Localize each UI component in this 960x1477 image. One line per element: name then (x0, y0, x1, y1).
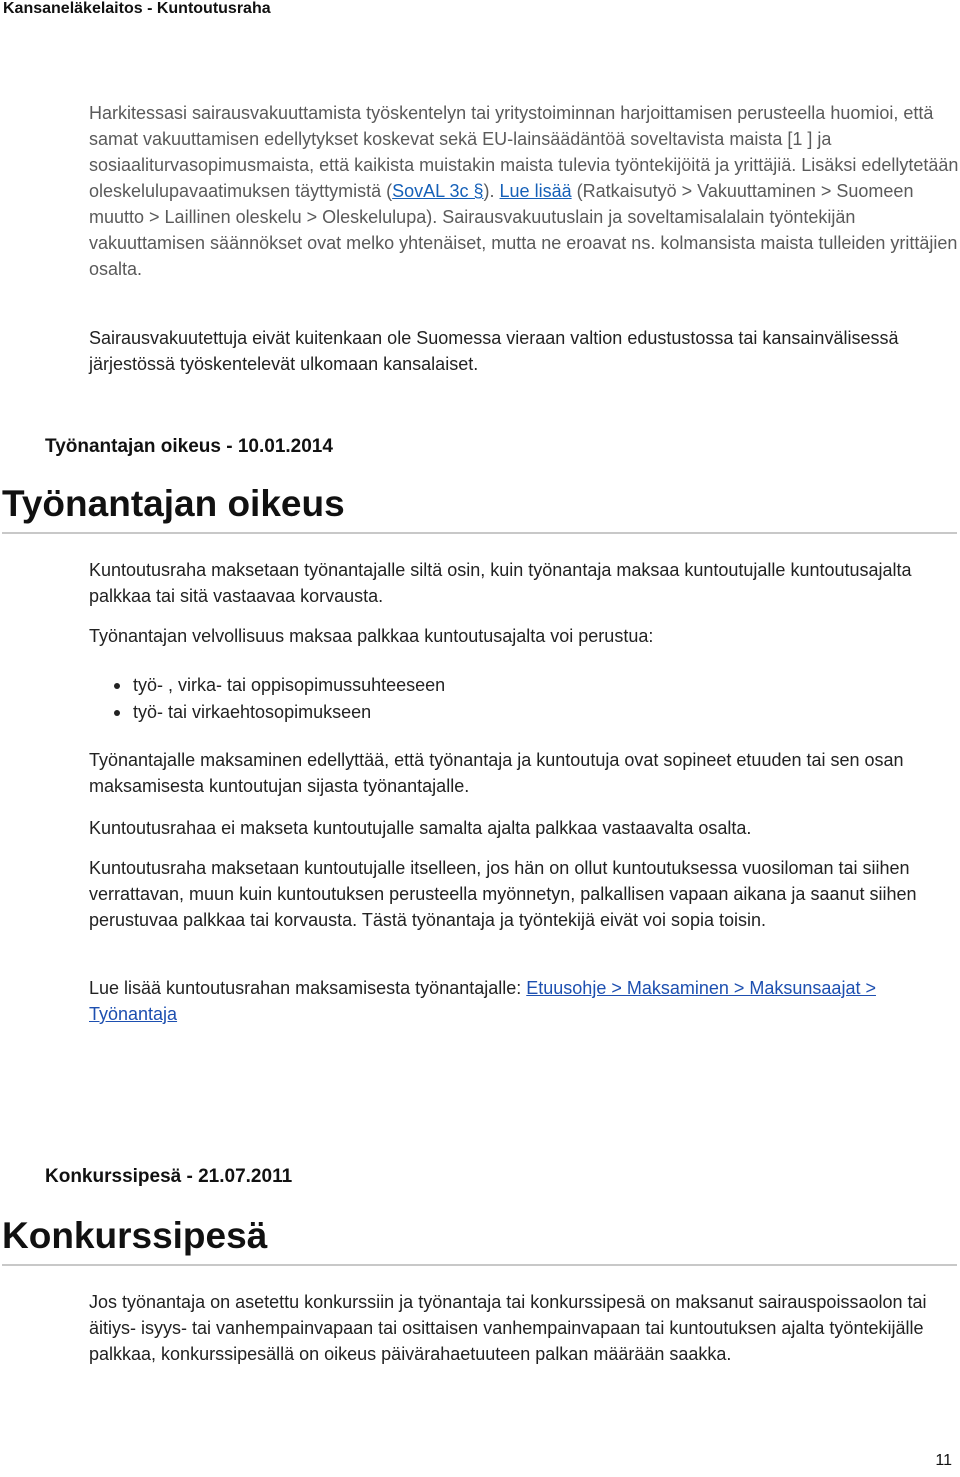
section-heading: Työnantajan oikeus (2, 482, 957, 534)
paragraph-insurance-conditions (89, 100, 959, 282)
section-date-heading: Konkurssipesä - 21.07.2011 (45, 1166, 293, 1187)
paragraph-embassy-exception: Sairausvakuutettuja eivät kuitenkaan ole Suomessa vieraan valtion edustustossa tai kansainvälisessä järjestössä työskentelevät ulkomaan kansalaiset. (89, 328, 899, 374)
paragraph: Kuntoutusrahaa ei makseta kuntoutujalle samalta ajalta palkkaa vastaavalta osalta. (89, 818, 752, 838)
list-item: työ- tai virkaehtosopimukseen (89, 699, 445, 726)
paragraph: Kuntoutusraha maksetaan kuntoutujalle itselleen, jos hän on ollut kuntoutuksessa vuosiloman tai siihen verrattavan, muun kuin kuntoutuksen perusteella myönnetyn, palkallisen vapaan aikana ja saanut siihen perustuvaa palkkaa tai korvausta. Tästä työnantaja ja työntekijä eivät voi sopia toisin. (89, 858, 917, 930)
paragraph: Kuntoutusraha maksetaan työnantajalle siltä osin, kuin työnantaja maksaa kuntoutujalle kuntoutusajalta palkkaa tai sitä vastaavaa korvausta. (89, 560, 912, 606)
section-date-heading: Työnantajan oikeus - 10.01.2014 (45, 436, 333, 457)
paragraph: Työnantajan velvollisuus maksaa palkkaa kuntoutusajalta voi perustua: (89, 626, 654, 646)
soval-link[interactable]: SovAL 3c § (392, 181, 484, 201)
paragraph-text: Harkitessasi sairausvakuuttamista työskentelyn tai yritystoiminnan harjoittamisen perusteella huomioi, että samat vakuuttamisen edellytykset koskevat sekä EU-lainsäädäntöä soveltavista maista [1 ] ja sosiaaliturvasopimusmaista, että kaikista muistakin maista tulevia työntekijöitä ja yrittäjiä. Lisäksi edellytetään oleskelulupavaatimuksen täyttymistä ( (89, 103, 959, 201)
paragraph-text: Lue lisää kuntoutusrahan maksamisesta työnantajalle: (89, 978, 527, 998)
paragraph: Työnantajalle maksaminen edellyttää, että työnantaja ja kuntoutuja ovat sopineet etuuden tai sen osan maksamisesta kuntoutujan sijasta työnantajalle. (89, 750, 904, 796)
etuusohje-link[interactable]: Etuusohje > Maksaminen > Maksunsaajat > Työnantaja (89, 978, 876, 1024)
read-more-link[interactable]: Lue lisää (499, 181, 572, 201)
bullet-list (89, 672, 445, 726)
paragraph-text: (Ratkaisutyö > Vakuuttaminen > Suomeen muutto > Laillinen oleskelu > Oleskelulupa). Sairausvakuutuslain ja soveltamisalalain työntekijän vakuuttamisen säännökset ovat melko yhtenäiset, mutta ne eroavat ns. kolmansista maista tulleiden yrittäjien osalta. (89, 181, 958, 279)
section-heading: Konkurssipesä (2, 1214, 957, 1266)
paragraph-text: ). (483, 181, 500, 201)
paragraph: Jos työnantaja on asetettu konkurssiin ja työnantaja tai konkurssipesä on maksanut sairauspoissaolon tai äitiys- isyys- tai vanhempainvapaan tai osittaisen vanhempainvapaan tai kuntoutuksen ajalta työntekijälle palkkaa, konkurssipesällä on oikeus päivärahaetuuteen palkan määrään saakka. (89, 1292, 927, 1364)
document-header: Kansaneläkelaitos - Kuntoutusraha (3, 0, 271, 17)
list-item: työ- , virka- tai oppisopimussuhteeseen (89, 672, 445, 699)
page-number: 11 (935, 1452, 952, 1469)
paragraph-read-more (89, 975, 959, 1027)
